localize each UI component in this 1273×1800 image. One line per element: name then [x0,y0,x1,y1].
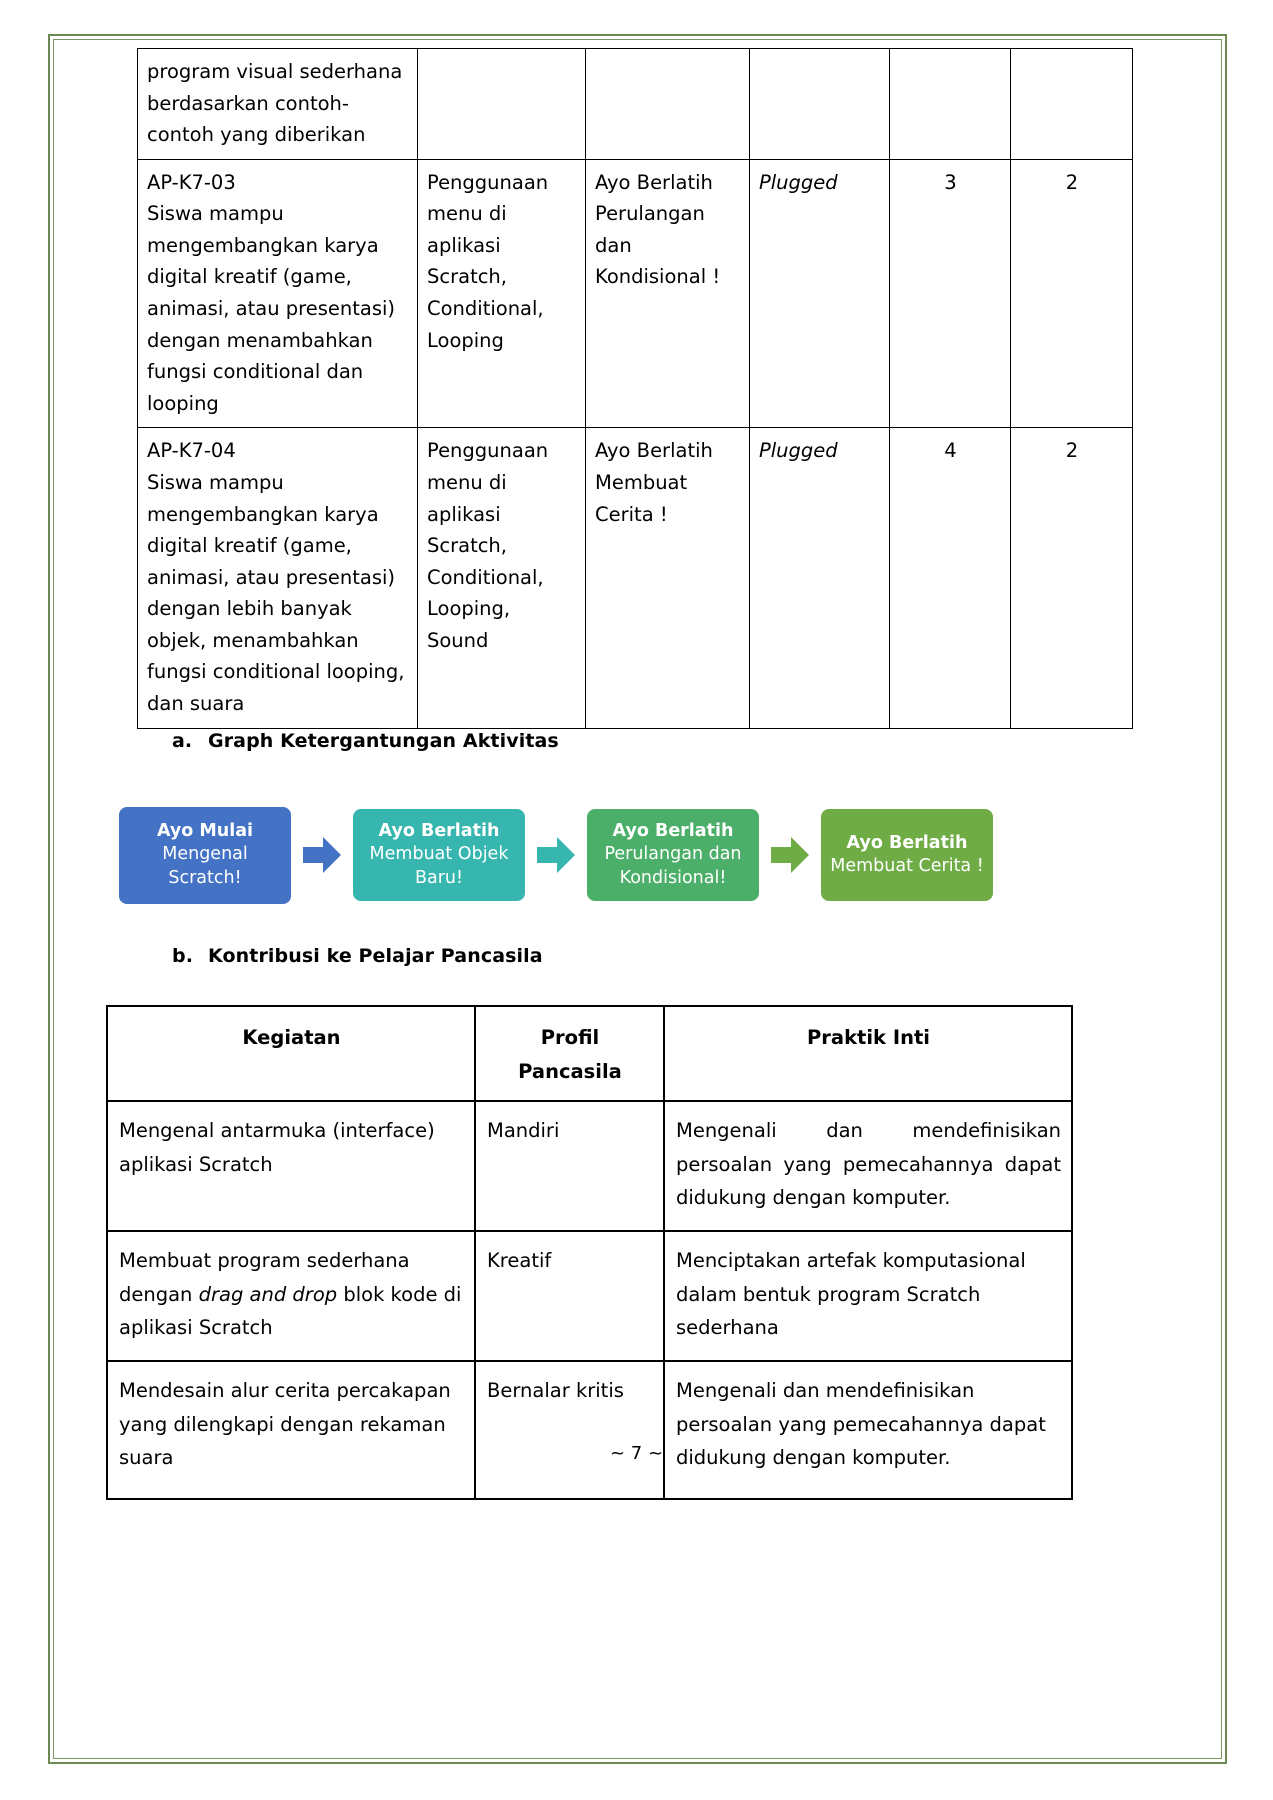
flow-box-membuat-cerita [821,809,993,901]
activity-dependency-graph [119,805,1019,905]
cell-deskripsi [138,159,418,428]
deskripsi-text: program visual sederhana berdasarkan contoh-contoh yang diberikan [147,60,403,147]
flow-box-perulangan-kondisional [587,809,759,901]
flow-box-subtitle: Mengenal Scratch! [162,844,248,888]
cell-praktik: Mengenali dan mendefinisikan persoalan yang pemecahannya dapat didukung dengan komputer. [664,1361,1072,1499]
table-row [138,159,1133,428]
cell-deskripsi [138,428,418,728]
table-header-row [107,1006,1072,1101]
section-b-heading [172,945,543,967]
pertemuan-text: 2 [1065,439,1079,463]
cell-pertemuan [1011,428,1133,728]
aktivitas-text: Ayo Berlatih Perulangan dan Kondisional ! [595,170,721,289]
flow-box-subtitle: Membuat Objek Baru! [369,844,509,888]
kegiatan-text-italic: drag and drop [198,1282,338,1306]
arrow-right-icon [537,834,575,876]
section-a-heading [172,730,559,752]
flow-box-subtitle: Perulangan dan Kondisional! [604,844,742,888]
cell-praktik: Menciptakan artefak komputasional dalam bentuk program Scratch sederhana [664,1231,1072,1361]
cell-jp [890,159,1011,428]
cell-profil: Bernalar kritis [475,1361,664,1499]
cell-mode [750,428,890,728]
cell-deskripsi [138,49,418,160]
pertemuan-text: 2 [1065,170,1079,194]
pelajar-pancasila-table [106,1005,1073,1500]
jp-text: 4 [944,439,957,463]
arrow-right-icon [303,834,341,876]
capaian-pembelajaran-table [137,48,1133,729]
materi-text: Penggunaan menu di aplikasi Scratch, Conditional, Looping, Sound [427,439,549,652]
cell-profil: Kreatif [475,1231,664,1361]
mode-text: Plugged [759,170,838,194]
flow-box-title: Ayo Berlatih [378,821,500,842]
column-header-kegiatan: Kegiatan [107,1006,475,1101]
cell-kegiatan [107,1231,475,1361]
cell-jp [890,49,1011,160]
deskripsi-text: Siswa mampu mengembangkan karya digital kreatif (game, animasi, atau presentasi) dengan menambahkan fungsi conditional dan looping [147,202,396,415]
cell-praktik: Mengenali dan mendefinisikan persoalan yang pemecahannya dapat didukung dengan komputer. [664,1101,1072,1231]
materi-text: Penggunaan menu di aplikasi Scratch, Conditional, Looping [427,170,549,352]
cell-materi [418,159,586,428]
table-row [138,428,1133,728]
cell-aktivitas [586,159,750,428]
cell-profil: Mandiri [475,1101,664,1231]
cell-pertemuan [1011,159,1133,428]
flow-box-title: Ayo Berlatih [612,821,734,842]
cell-materi [418,428,586,728]
arrow-right-icon [771,834,809,876]
cell-mode [750,159,890,428]
kegiatan-text-post: blok kode di aplikasi Scratch [119,1282,462,1340]
section-b-title: Kontribusi ke Pelajar Pancasila [208,945,543,967]
mode-text: Plugged [759,439,838,463]
flow-box-title: Ayo Berlatih [846,832,968,853]
cell-jp [890,428,1011,728]
aktivitas-text: Ayo Berlatih Membuat Cerita ! [595,439,713,526]
kegiatan-text-pre: Membuat program sederhana dengan [119,1249,410,1306]
flow-box-subtitle: Membuat Cerita ! [830,856,984,876]
column-header-praktik-inti: Praktik Inti [664,1006,1072,1101]
section-b-marker: b. [172,945,194,967]
cell-aktivitas [586,428,750,728]
column-header-profil-pancasila: Profil Pancasila [475,1006,664,1101]
table-row [107,1361,1072,1499]
section-a-marker: a. [172,730,193,752]
cell-kegiatan: Mengenal antarmuka (interface) aplikasi Scratch [107,1101,475,1231]
page-number-footer: ~ 7 ~ [609,1443,664,1464]
flow-box-title: Ayo Mulai [156,821,254,842]
cell-pertemuan [1011,49,1133,160]
cell-kegiatan: Mendesain alur cerita percakapan yang dilengkapi dengan rekaman suara [107,1361,475,1499]
kode-cp: AP-K7-03 [147,170,236,194]
cell-materi [418,49,586,160]
deskripsi-text: Siswa mampu mengembangkan karya digital kreatif (game, animasi, atau presentasi) dengan lebih banyak objek, menambahkan fungsi conditional looping, dan suara [147,470,405,715]
cell-aktivitas [586,49,750,160]
jp-text: 3 [944,170,957,194]
section-a-title: Graph Ketergantungan Aktivitas [208,730,559,752]
flow-box-membuat-objek-baru [353,809,525,901]
cell-mode [750,49,890,160]
table-row [107,1231,1072,1361]
flow-box-ayo-mulai [119,807,291,904]
kode-cp: AP-K7-04 [147,439,236,463]
table-row [107,1101,1072,1231]
table-row [138,49,1133,160]
